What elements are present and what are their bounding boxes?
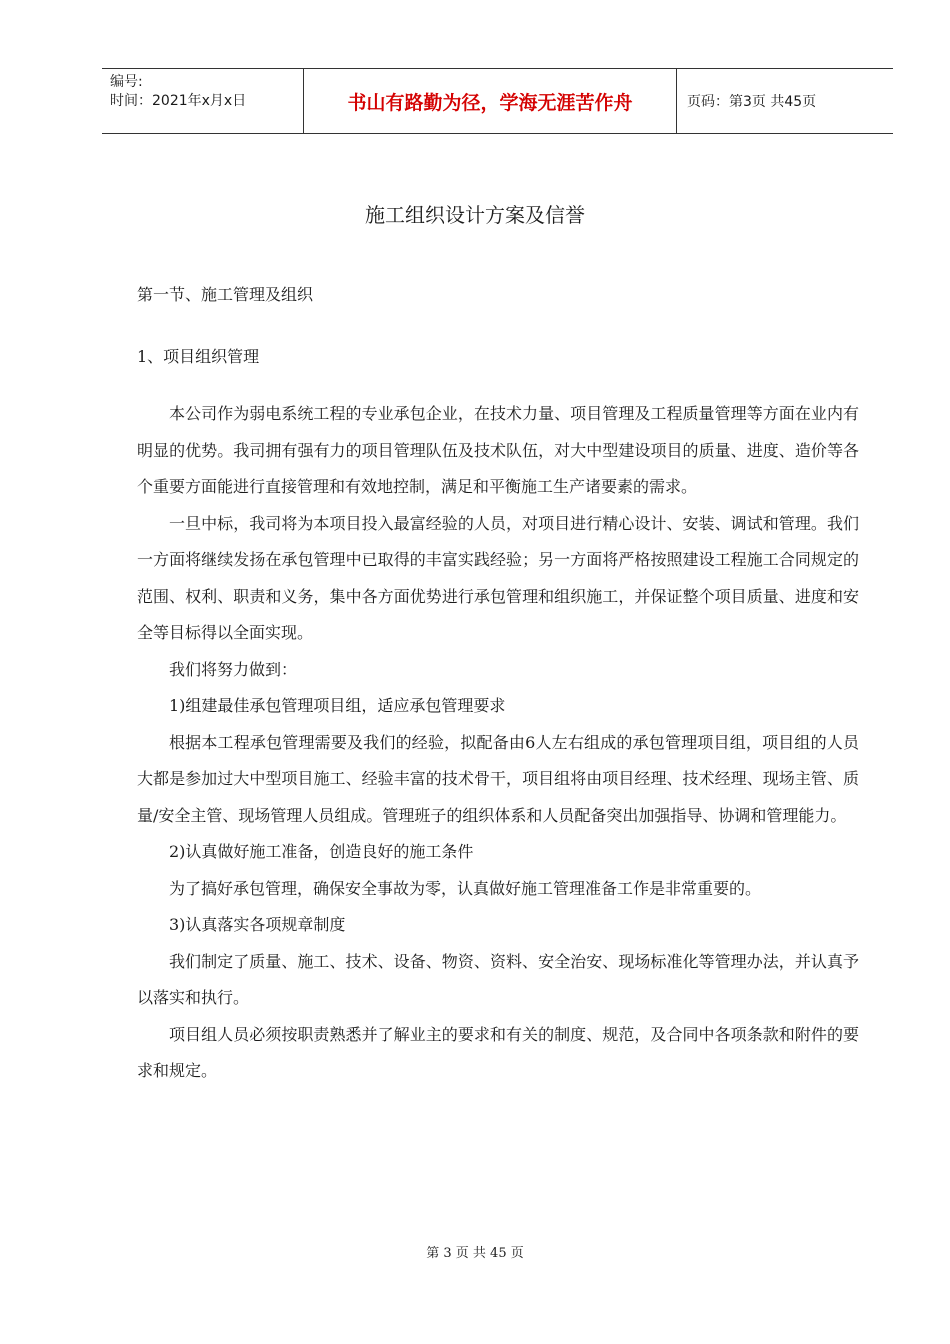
paragraph: 为了搞好承包管理，确保安全事故为零，认真做好施工管理准备工作是非常重要的。: [169, 878, 762, 898]
section-heading: 第一节、施工管理及组织: [137, 285, 314, 304]
page-footer: 第 3 页 共 45 页: [426, 1246, 524, 1261]
paragraph: 我们将努力做到：: [169, 659, 298, 679]
paragraph: 我们制定了质量、施工、技术、设备、物资、资料、安全治安、现场标准化等管理办法，并认真予以落实和执行。: [137, 951, 859, 1007]
header-meta: [102, 69, 304, 133]
number-label: 编号:: [110, 74, 143, 90]
paragraph: 1)组建最佳承包管理项目组，适应承包管理要求: [169, 696, 506, 715]
paragraph: 项目组人员必须按职责熟悉并了解业主的要求和有关的制度、规范，及合同中各项条款和附件的要求和规定。: [137, 1024, 859, 1080]
paragraph: 根据本工程承包管理需要及我们的经验，拟配备由6人左右组成的承包管理项目组，项目组的人员大都是参加过大中型项目施工、经验丰富的技术骨干，项目组将由项目经理、技术经理、现场主管、质量/安全主管、现场管理人员组成。管理班子的组织体系和人员配备突出加强指导、协调和管理能力。: [137, 732, 859, 825]
paragraph: 3)认真落实各项规章制度: [169, 915, 346, 934]
paragraph: 一旦中标，我司将为本项目投入最富经验的人员，对项目进行精心设计、安装、调试和管理。我们一方面将继续发扬在承包管理中已取得的丰富实践经验；另一方面将严格按照建设工程施工合同规定的范围、权利、职责和义务，集中各方面优势进行承包管理和组织施工，并保证整个项目质量、进度和安全等目标得以全面实现。: [137, 513, 859, 642]
sub-heading: 1、项目组织管理: [137, 347, 260, 366]
paragraph: 2)认真做好施工准备，创造良好的施工条件: [169, 842, 474, 861]
header-page-info: 页码：第3页 共45页: [687, 94, 817, 110]
page-header: [102, 68, 893, 134]
document-title: 施工组织设计方案及信誉: [365, 203, 585, 227]
body-text: [137, 396, 859, 1090]
header-motto: 书山有路勤为径，学海无涯苦作舟: [304, 69, 677, 133]
date-line: 时间：2021年x月x日: [110, 93, 247, 109]
paragraph: 本公司作为弱电系统工程的专业承包企业，在技术力量、项目管理及工程质量管理等方面在业内有明显的优势。我司拥有强有力的项目管理队伍及技术队伍，对大中型建设项目的质量、进度、造价等各个重要方面能进行直接管理和有效地控制，满足和平衡施工生产诸要素的需求。: [137, 404, 859, 496]
